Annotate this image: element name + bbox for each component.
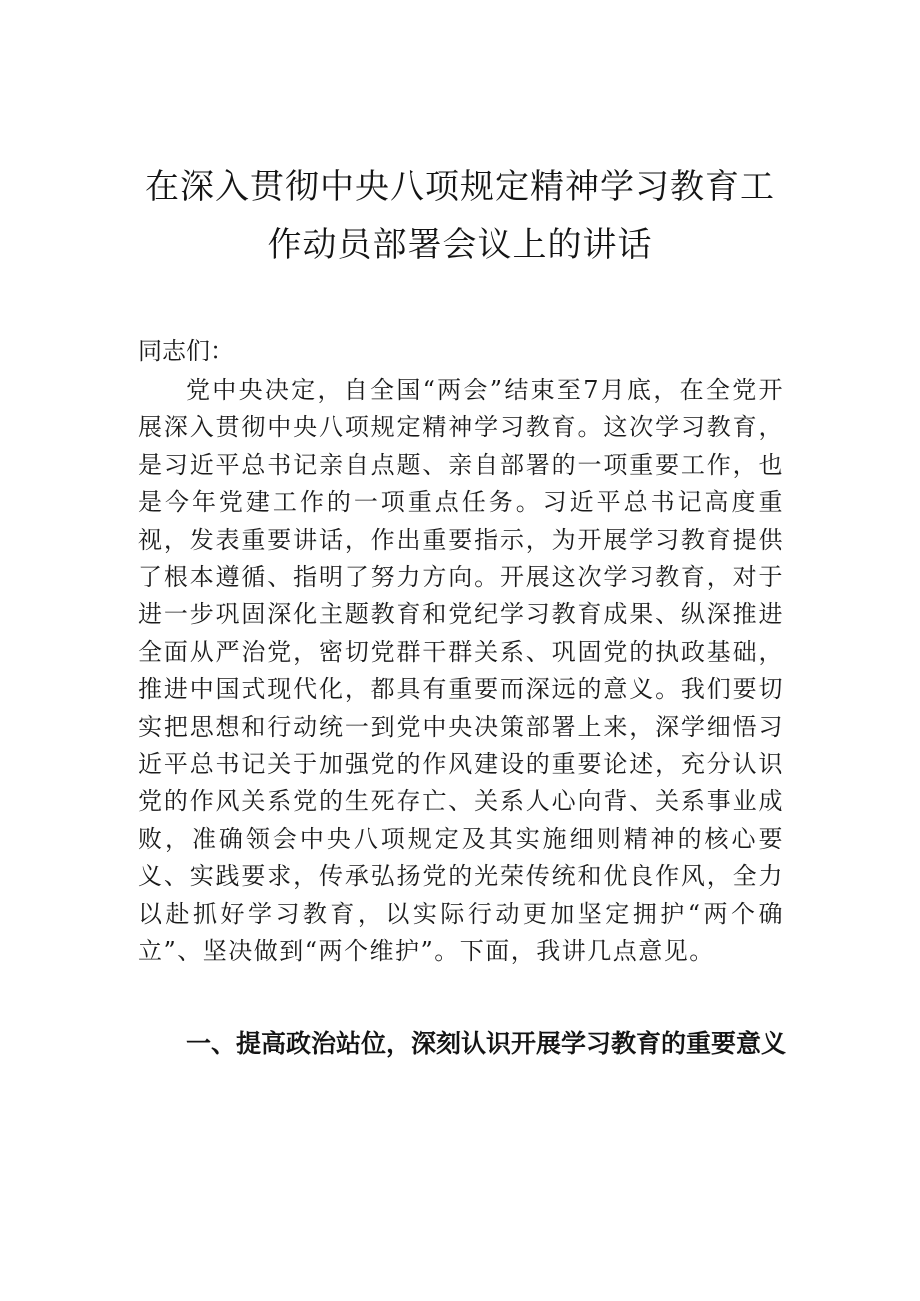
section-heading: 一、提高政治站位，深刻认识开展学习教育的重要意义 [186, 1029, 787, 1058]
title-line-2: 作动员部署会议上的讲话 [267, 225, 653, 265]
greeting: 同志们： [138, 337, 234, 365]
document-title [138, 158, 782, 274]
body-paragraph: 党中央决定，自全国“两会”结束至7月底，在全党开展深入贯彻中央八项规定精神学习教育。这次学习教育，是习近平总书记亲自点题、亲自部署的一项重要工作，也是今年党建工作的一项重点任务。习近平总书记高度重视，发表重要讲话，作出重要指示，为开展学习教育提供了根本遵循、指明了努力方向。开展这次学习教育，对于进一步巩固深化主题教育和党纪学习教育成果、纵深推进全面从严治党，密切党群干群关系、巩固党的执政基础，推进中国式现代化，都具有重要而深远的意义。我们要切实把思想和行动统一到党中央决策部署上来，深学细悟习近平总书记关于加强党的作风建设的重要论述，充分认识党的作风关系党的生死存亡、关系人心向背、关系事业成败，准确领会中央八项规定及其实施细则精神的核心要义、实践要求，传承弘扬党的光荣传统和优良作风，全力以赴抓好学习教育，以实际行动更加坚定拥护“两个确立”、坚决做到“两个维护”。下面，我讲几点意见。 [138, 376, 784, 966]
title-line-1: 在深入贯彻中央八项规定精神学习教育工 [145, 167, 775, 207]
